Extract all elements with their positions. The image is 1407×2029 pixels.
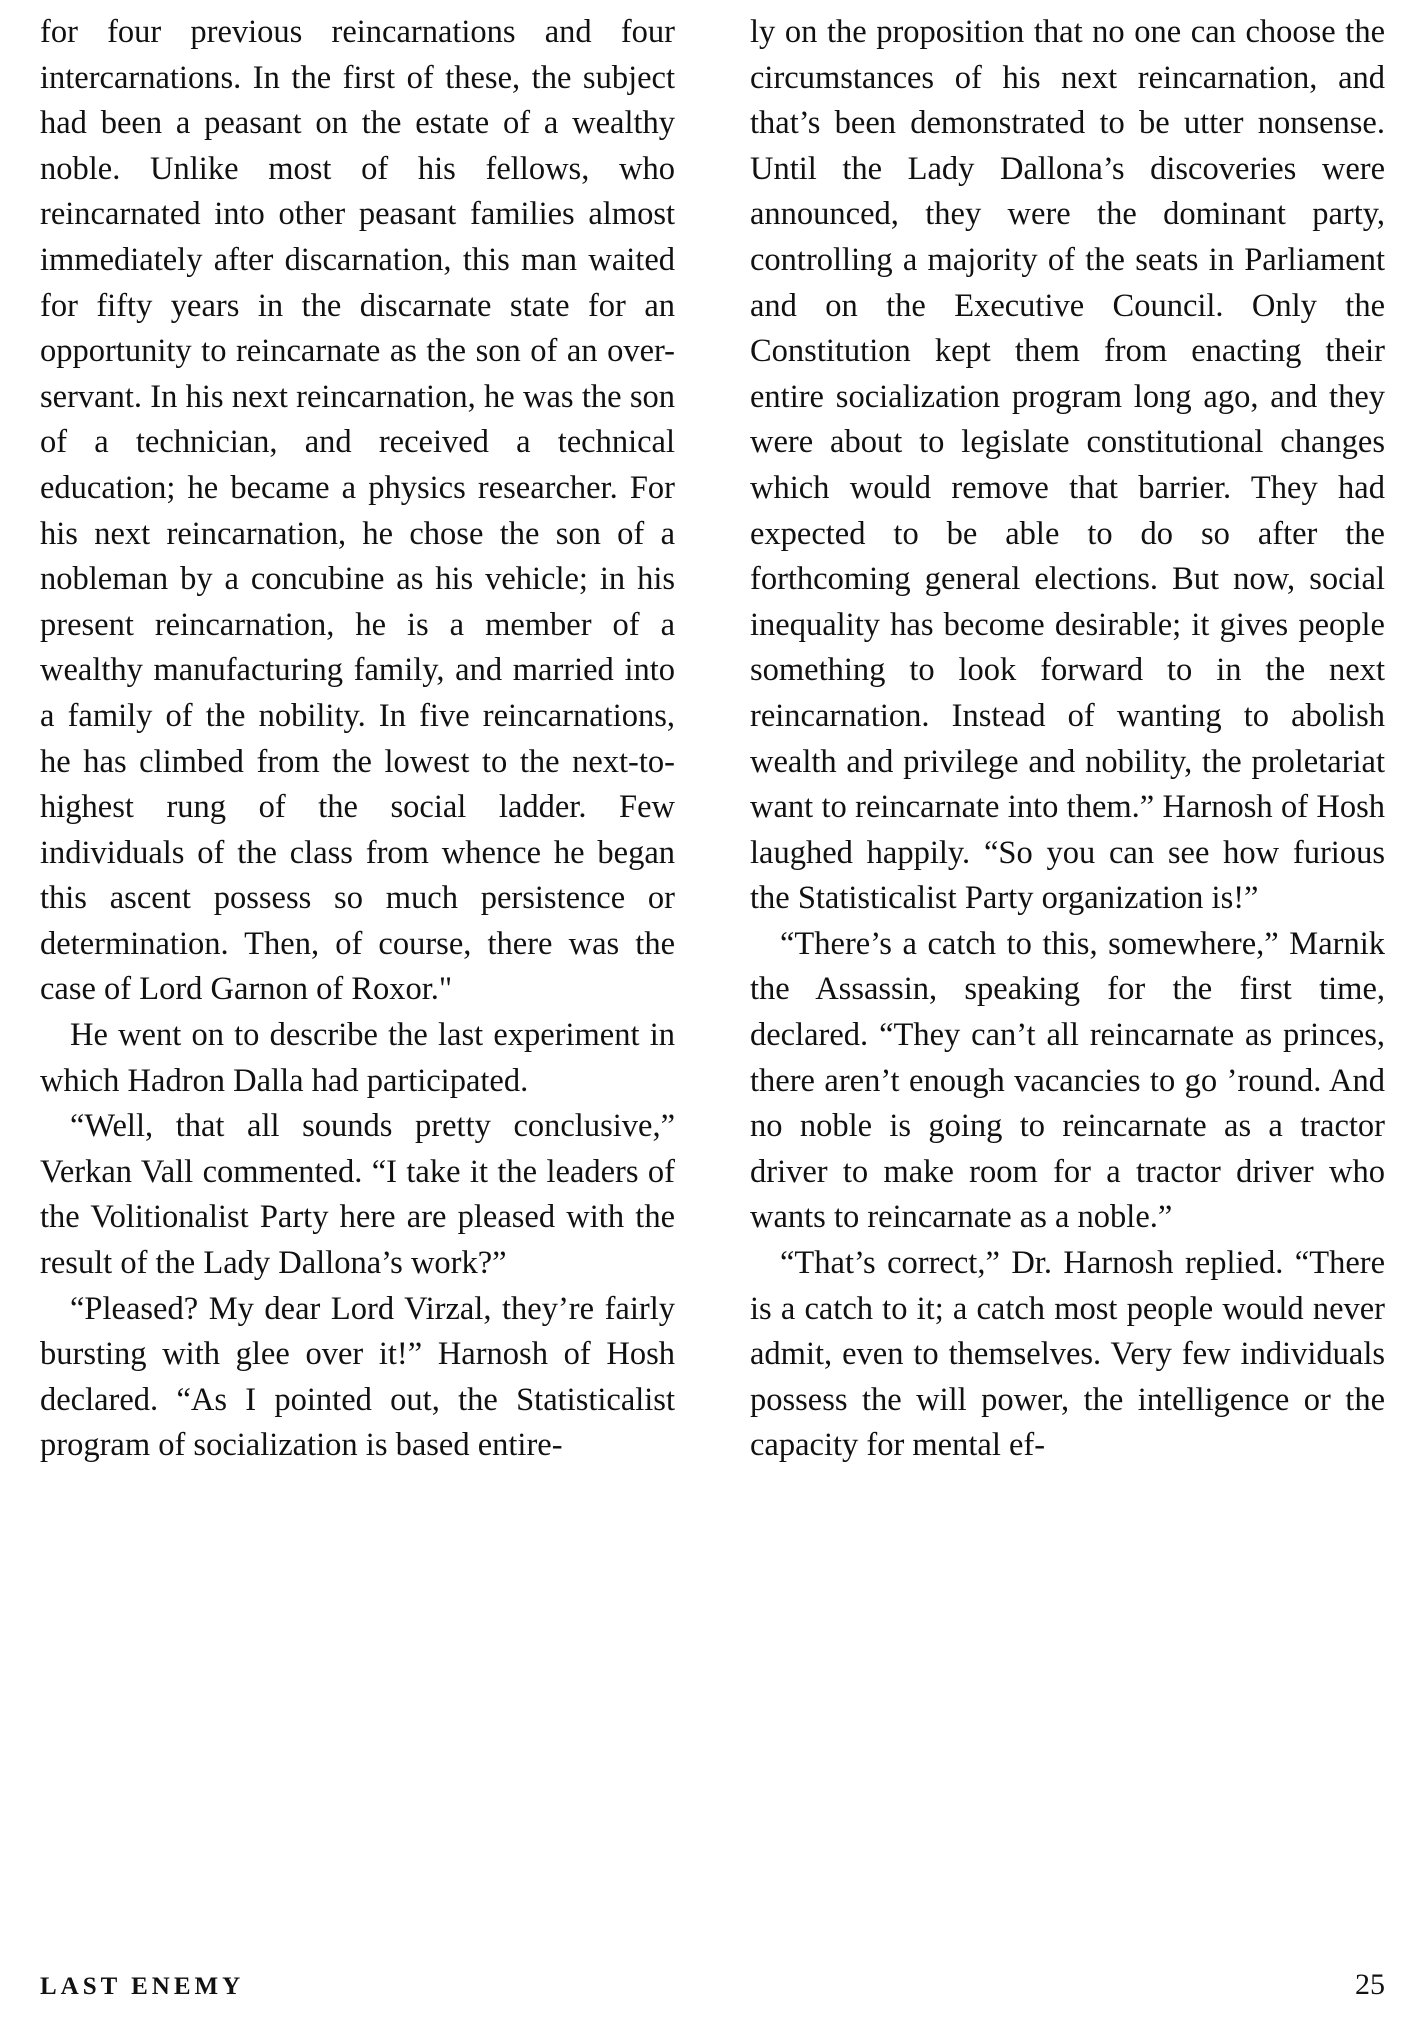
page-footer — [40, 1968, 1385, 2002]
running-head: LAST ENEMY — [40, 1973, 245, 2000]
paragraph: “Well, that all sounds pretty conclusive,” Verkan Vall commented. “I take it the leaders of the Volitionalist Party here are pleased with the result of the Lady Dallona’s work?” — [40, 1108, 675, 1282]
paragraph: ly on the proposition that no one can choose the circumstances of his next reincarnation, and that’s been demonstrated to be utter nonsense. Until the Lady Dallona’s discoveries were announced, they were the dominant party, controlling a majority of the seats in Parliament and on the Executive Council. Only the Constitution kept them from enacting their entire socialization program long ago, and they were about to legislate constitutional changes which would remove that barrier. They had expected to be able to do so after the forthcoming general elections. But now, social inequality has become desirable; it gives people something to look forward to in the next reincarnation. Instead of wanting to abolish wealth and privilege and nobility, the proletariat want to reincarnate into them.” Harnosh of Hosh laughed happily. “So you can see how furious the Statisticalist Party organization is!” — [750, 14, 1385, 917]
paragraph: “Pleased? My dear Lord Virzal, they’re fairly bursting with glee over it!” Harnosh of Hosh declared. “As I pointed out, the Statisticalist program of socialization is based entire- — [40, 1290, 675, 1464]
left-column — [40, 10, 675, 1945]
paragraph: for four previous reincarnations and four intercarnations. In the first of these, the subject had been a peasant on the estate of a wealthy noble. Unlike most of his fellows, who reincarnated into other peasant families almost immediately after discarnation, this man waited for fifty years in the discarnate state for an opportunity to reincarnate as the son of an over-servant. In his next reincarnation, he was the son of a technician, and received a technical education; he became a physics researcher. For his next reincarnation, he chose the son of a nobleman by a concubine as his vehicle; in his present reincarnation, he is a member of a wealthy manufacturing family, and married into a family of the nobility. In five reincarnations, he has climbed from the lowest to the next-to-highest rung of the social ladder. Few individuals of the class from whence he began this ascent possess so much persistence or determination. Then, of course, there was the case of Lord Garnon of Roxor." — [40, 14, 675, 1008]
paragraph: “That’s correct,” Dr. Harnosh replied. “There is a catch to it; a catch most people would never admit, even to themselves. Very few individuals possess the will power, the intelligence or the capacity for mental ef- — [750, 1245, 1385, 1464]
paragraph: “There’s a catch to this, somewhere,” Marnik the Assassin, speaking for the first time, declared. “They can’t all reincarnate as princes, there aren’t enough vacancies to go ’round. And no noble is going to reincarnate as a tractor driver to make room for a tractor driver who wants to reincarnate as a noble.” — [750, 925, 1385, 1236]
paragraph: He went on to describe the last experiment in which Hadron Dalla had participated. — [40, 1017, 675, 1099]
page-number: 25 — [1355, 1968, 1385, 2001]
right-column — [750, 10, 1385, 1945]
text-columns — [40, 10, 1385, 1945]
